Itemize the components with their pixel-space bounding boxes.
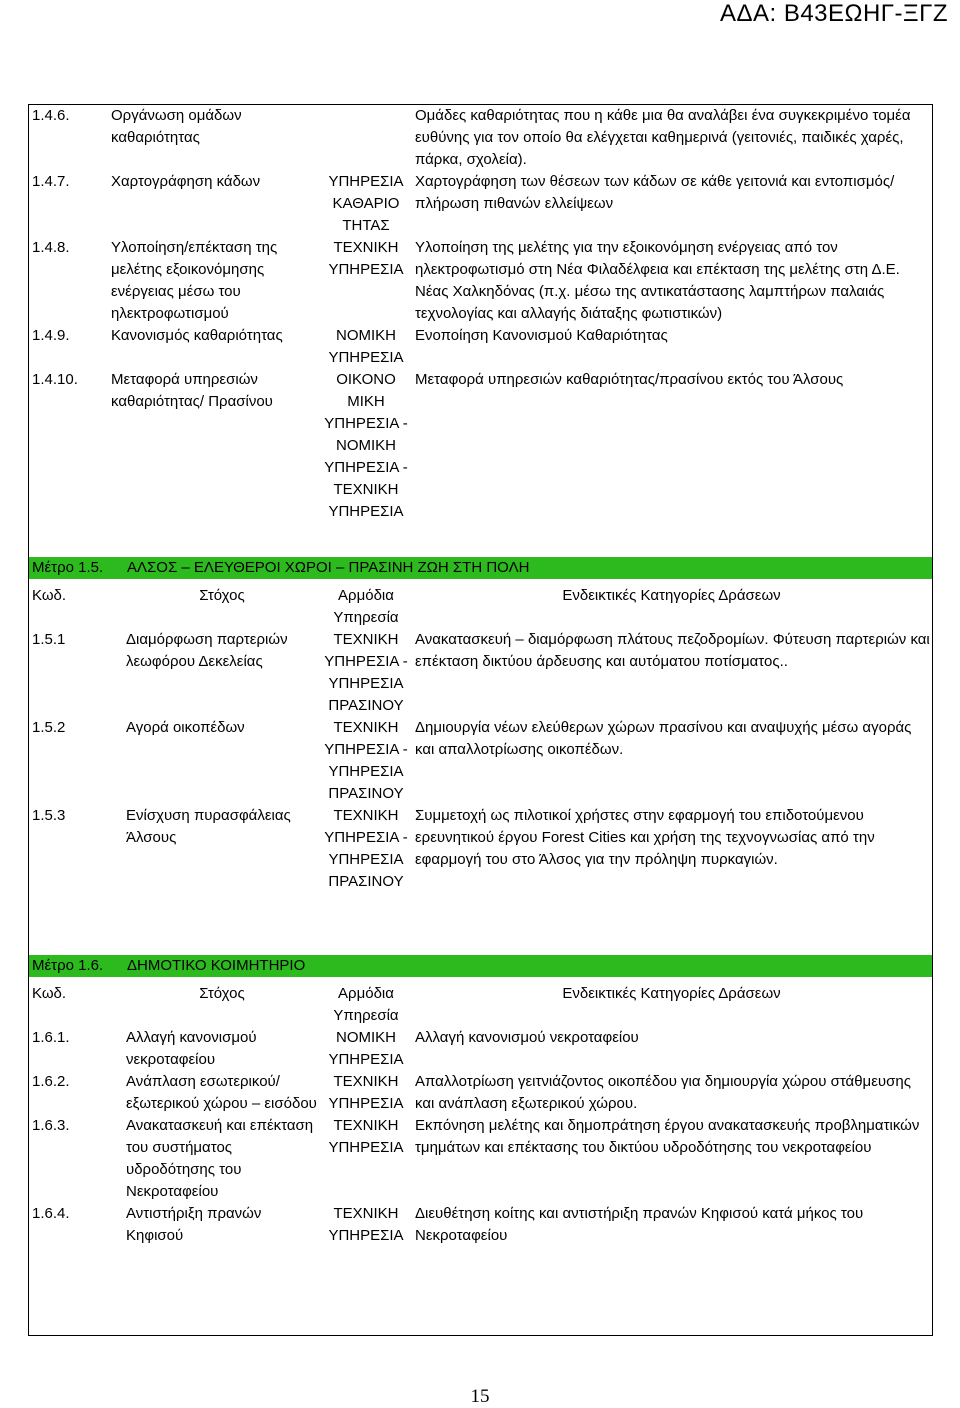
table-row	[29, 325, 932, 369]
measure-15-table	[29, 557, 932, 893]
row-actions: Ανακατασκευή – διαμόρφωση πλάτους πεζοδρομίων. Φύτευση παρτεριών και επέκταση δικτύου άρδευσης και αυτόματου ποτίσματος..	[415, 631, 930, 670]
row-actions: Αλλαγή κανονισμού νεκροταφείου	[415, 1029, 639, 1046]
page-number: 15	[470, 1386, 490, 1407]
row-code: 1.5.3	[32, 807, 66, 824]
measure-16-table	[29, 955, 932, 1247]
col-goal-header: Στόχος	[199, 985, 245, 1002]
table-row	[29, 1203, 932, 1247]
row-service: ΤΕΧΝΙΚΗ ΥΠΗΡΕΣΙΑ	[328, 1073, 404, 1112]
row-service: ΤΕΧΝΙΚΗ ΥΠΗΡΕΣΙΑ - ΥΠΗΡΕΣΙΑ ΠΡΑΣΙΝΟΥ	[324, 719, 408, 802]
col-code-header: Κωδ.	[32, 587, 67, 604]
row-actions: Δημιουργία νέων ελεύθερων χώρων πρασίνου και αναψυχής μέσω αγοράς και απαλλοτρίωσης οικοπέδων.	[415, 719, 912, 758]
row-goal: Οργάνωση ομάδων καθαριότητας	[111, 107, 242, 146]
row-goal: Αλλαγή κανονισμού νεκροταφείου	[126, 1029, 257, 1068]
table-row	[29, 171, 932, 237]
ada-identifier: ΑΔΑ: Β43ΕΩΗΓ-ΞΓΖ	[719, 0, 948, 27]
row-service	[321, 105, 411, 171]
table-row	[29, 629, 932, 717]
row-code: 1.4.8.	[32, 239, 70, 256]
row-goal: Μεταφορά υπηρεσιών καθαριότητας/ Πρασίνου	[111, 371, 273, 410]
col-goal-header: Στόχος	[199, 587, 245, 604]
row-service: ΟΙΚΟΝΟ ΜΙΚΗ ΥΠΗΡΕΣΙΑ - ΝΟΜΙΚΗ ΥΠΗΡΕΣΙΑ - ΤΕΧΝΙΚΗ ΥΠΗΡΕΣΙΑ	[324, 371, 408, 520]
row-service: ΤΕΧΝΙΚΗ ΥΠΗΡΕΣΙΑ	[328, 1117, 404, 1156]
row-goal: Διαμόρφωση παρτεριών λεωφόρου Δεκελείας	[126, 631, 288, 670]
row-code: 1.4.9.	[32, 327, 70, 344]
col-actions-header: Ενδεικτικές Κατηγορίες Δράσεων	[562, 985, 781, 1002]
row-code: 1.5.1	[32, 631, 66, 648]
row-code: 1.4.10.	[32, 371, 78, 388]
row-actions: Ομάδες καθαριότητας που η κάθε μια θα αναλάβει ένα συγκεκριμένο τομέα ευθύνης για τον οποίο θα ελέγχεται καθημερινά (γειτονιές, παιδικές χαρές, πάρκα, σχολεία).	[415, 107, 911, 168]
row-service: ΝΟΜΙΚΗ ΥΠΗΡΕΣΙΑ	[328, 1029, 404, 1068]
measure-title: ΔΗΜΟΤΙΚΟ ΚΟΙΜΗΤΗΡΙΟ	[123, 955, 932, 977]
measure-code: Μέτρο 1.5.	[29, 557, 123, 579]
row-goal: Ανάπλαση εσωτερικού/εξωτερικού χώρου – εισόδου	[126, 1073, 317, 1112]
row-service: ΤΕΧΝΙΚΗ ΥΠΗΡΕΣΙΑ	[328, 1205, 404, 1244]
row-service: ΝΟΜΙΚΗ ΥΠΗΡΕΣΙΑ	[328, 327, 404, 366]
row-goal: Υλοποίηση/επέκταση της μελέτης εξοικονόμησης ενέργειας μέσω του ηλεκτροφωτισμού	[111, 239, 278, 322]
col-actions-header: Ενδεικτικές Κατηγορίες Δράσεων	[562, 587, 781, 604]
row-goal: Αγορά οικοπέδων	[126, 719, 245, 736]
table-row	[29, 1071, 932, 1115]
measure-header	[29, 955, 932, 977]
table-row	[29, 105, 932, 171]
row-goal: Ανακατασκευή και επέκταση του συστήματος υδροδότησης του Νεκροταφείου	[126, 1117, 314, 1200]
table-row	[29, 805, 932, 893]
col-service-header: Αρμόδια Υπηρεσία	[333, 985, 399, 1024]
row-code: 1.4.6.	[32, 107, 70, 124]
measure-header	[29, 557, 932, 579]
row-actions: Εκπόνηση μελέτης και δημοπράτηση έργου ανακατασκευής προβληματικών τμημάτων και επέκτασης του δικτύου υδροδότησης του νεκροταφείου	[415, 1117, 920, 1156]
row-actions: Υλοποίηση της μελέτης για την εξοικονόμηση ενέργειας από τον ηλεκτροφωτισμό στη Νέα Φιλαδέλφεια και επέκταση της μελέτης στη Δ.Ε. Νέας Χαλκηδόνας (π.χ. μέσω της αντικατάστασης λαμπτήρων παλαιάς τεχνολογίας και αλλαγής διάταξης φωτιστικών)	[415, 239, 900, 322]
column-headers	[29, 983, 932, 1027]
row-code: 1.6.1.	[32, 1029, 70, 1046]
row-code: 1.5.2	[32, 719, 66, 736]
section-14-table	[29, 105, 932, 523]
row-goal: Ενίσχυση πυρασφάλειας Άλσους	[126, 807, 291, 846]
row-goal: Κανονισμός καθαριότητας	[111, 327, 283, 344]
row-code: 1.6.4.	[32, 1205, 70, 1222]
measure-title: ΑΛΣΟΣ – ΕΛΕΥΘΕΡΟΙ ΧΩΡΟΙ – ΠΡΑΣΙΝΗ ΖΩΗ ΣΤΗ ΠΟΛΗ	[123, 557, 932, 579]
row-actions: Απαλλοτρίωση γειτνιάζοντος οικοπέδου για δημιουργία χώρου στάθμευσης και ανάπλαση εξωτερικού χώρου.	[415, 1073, 911, 1112]
table-row	[29, 369, 932, 523]
row-code: 1.4.7.	[32, 173, 70, 190]
measure-code: Μέτρο 1.6.	[29, 955, 123, 977]
row-actions: Χαρτογράφηση των θέσεων των κάδων σε κάθε γειτονιά και εντοπισμός/πλήρωση πιθανών ελλείψεων	[415, 173, 895, 212]
row-service: ΥΠΗΡΕΣΙΑ ΚΑΘΑΡΙΟ ΤΗΤΑΣ	[328, 173, 404, 234]
row-service: ΤΕΧΝΙΚΗ ΥΠΗΡΕΣΙΑ	[328, 239, 404, 278]
col-service-header: Αρμόδια Υπηρεσία	[333, 587, 399, 626]
row-code: 1.6.2.	[32, 1073, 70, 1090]
table-row	[29, 1027, 932, 1071]
row-actions: Μεταφορά υπηρεσιών καθαριότητας/πρασίνου εκτός του Άλσους	[415, 371, 844, 388]
row-service: ΤΕΧΝΙΚΗ ΥΠΗΡΕΣΙΑ - ΥΠΗΡΕΣΙΑ ΠΡΑΣΙΝΟΥ	[324, 631, 408, 714]
row-goal: Χαρτογράφηση κάδων	[111, 173, 261, 190]
table-row	[29, 1115, 932, 1203]
col-code-header: Κωδ.	[32, 985, 67, 1002]
row-actions: Ενοποίηση Κανονισμού Καθαριότητας	[415, 327, 668, 344]
row-actions: Διευθέτηση κοίτης και αντιστήριξη πρανών Κηφισού κατά μήκος του Νεκροταφείου	[415, 1205, 864, 1244]
row-goal: Αντιστήριξη πρανών Κηφισού	[126, 1205, 262, 1244]
row-code: 1.6.3.	[32, 1117, 70, 1134]
column-headers	[29, 585, 932, 629]
table-row	[29, 717, 932, 805]
row-service: ΤΕΧΝΙΚΗ ΥΠΗΡΕΣΙΑ - ΥΠΗΡΕΣΙΑ ΠΡΑΣΙΝΟΥ	[324, 807, 408, 890]
row-actions: Συμμετοχή ως πιλοτικοί χρήστες στην εφαρμογή του επιδοτούμενου ερευνητικού έργου Forest Cities και χρήση της τεχνογνωσίας από την εφαρμογή του στο Άλσος για την πρόληψη πυρκαγιών.	[415, 807, 875, 868]
table-row	[29, 237, 932, 325]
